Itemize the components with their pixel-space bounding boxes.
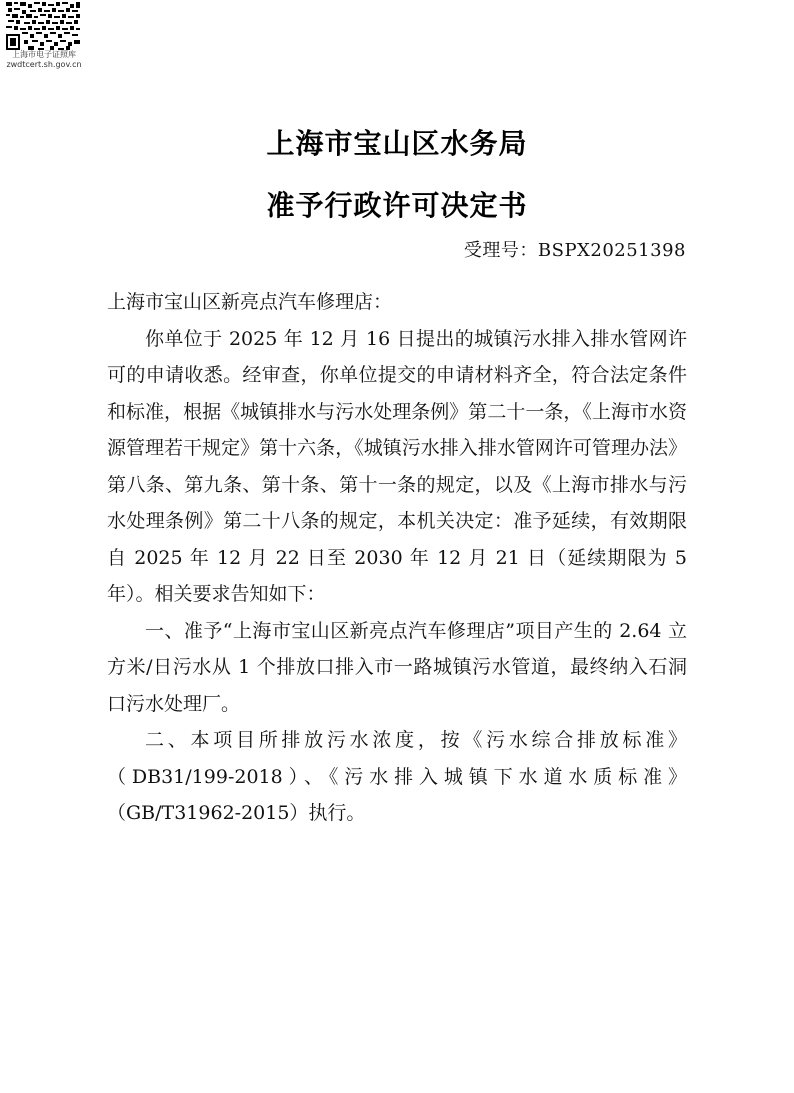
document-title: 准予行政许可决定书 bbox=[266, 189, 528, 222]
qr-caption-library: 上海市电子证照库 bbox=[12, 50, 76, 59]
document-body bbox=[107, 284, 687, 832]
paragraph-decision: 你单位于 2025 年 12 月 16 日提出的城镇污水排入排水管网许可的申请收悉。经审查，你单位提交的申请材料齐全，符合法定条件和标准，根据《城镇排水与污水处理条例》第二十一条，《上海市水资源管理若干规定》第十六条，《城镇污水排入排水管网许可管理办法》第八条、第九条、第十条、第十一条的规定，以及《上海市排水与污水处理条例》第二十八条的规定，本机关决定：准予延续，有效期限自 2025 年 12 月 22 日至 2030 年 12 月 21 日（延续期限为 5 年）。相关要求告知如下： bbox=[107, 327, 687, 605]
qr-caption-url[interactable]: zwdtcert.sh.gov.cn bbox=[6, 60, 82, 69]
paragraph-item-1: 一、准予“上海市宝山区新亮点汽车修理店”项目产生的 2.64 立方米/日污水从 1 个排放口排入市一路城镇污水管道，最终纳入石洞口污水处理厂。 bbox=[107, 619, 687, 715]
issuer-title: 上海市宝山区水务局 bbox=[266, 127, 528, 160]
reference-number: 受理号：BSPX20251398 bbox=[463, 240, 686, 261]
addressee: 上海市宝山区新亮点汽车修理店： bbox=[107, 291, 393, 313]
paragraph-item-2: 二、本项目所排放污水浓度，按《污水综合排放标准》（DB31/199-2018）、《污水排入城镇下水道水质标准》（GB/T31962-2015）执行。 bbox=[107, 729, 687, 824]
qr-code-icon[interactable] bbox=[6, 2, 80, 50]
